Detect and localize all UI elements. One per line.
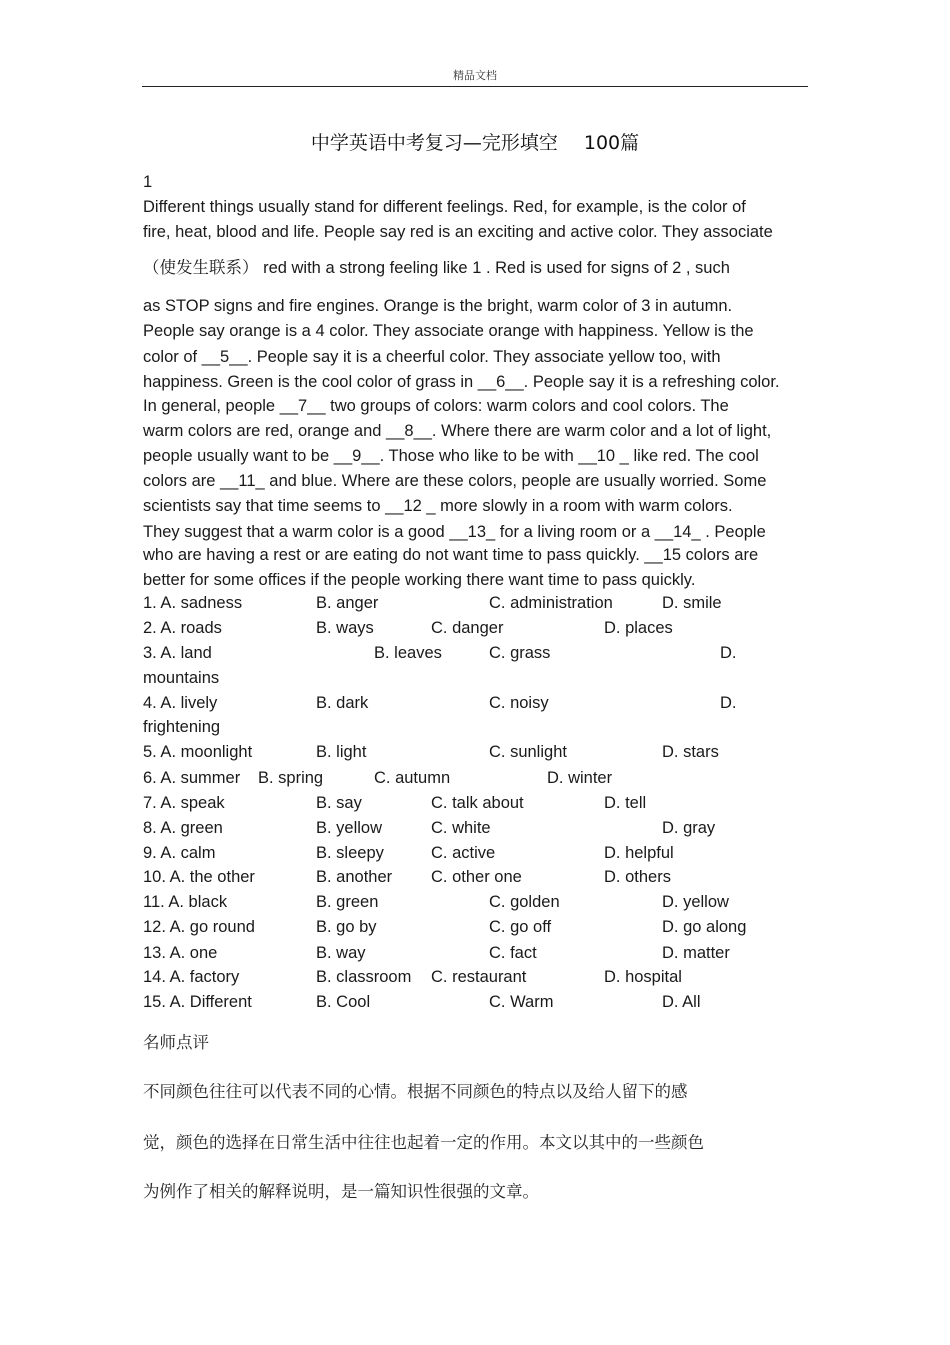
passage-line: colors are __11_ and blue. Where are these colors, people are usually worried. Some [143,472,767,490]
passage-line: They suggest that a warm color is a good __13_ for a living room or a __14_ . People [143,523,766,541]
header-divider [142,86,808,87]
passage-line: （使发生联系） red with a strong feeling like 1 . Red is used for signs of 2 , such [143,259,730,277]
option-item: D. tell [604,794,647,812]
option-item: C. administration [489,594,613,612]
passage-line: People say orange is a 4 color. They associate orange with happiness. Yellow is the [143,322,754,340]
option-item: mountains [143,669,220,687]
option-item: B. spring [258,769,324,787]
option-item: 10. A. the other [143,868,255,886]
option-item: 11. A. black [143,893,228,911]
option-item: C. go off [489,918,552,936]
option-item: C. golden [489,893,560,911]
option-item: 8. A. green [143,819,223,837]
title-text: 中学英语中考复习—完形填空 [310,132,558,154]
option-item: D. go along [662,918,747,936]
option-item: C. autumn [374,769,451,787]
option-item: B. Cool [316,993,371,1011]
option-item: B. classroom [316,968,412,986]
option-item: D. winter [547,769,613,787]
option-item: 12. A. go round [143,918,255,936]
title-count: 100篇 [583,132,640,154]
commentary-line: 不同颜色往往可以代表不同的心情。根据不同颜色的特点以及给人留下的感 [143,1082,688,1101]
option-item: D. smile [662,594,722,612]
option-item: C. fact [489,944,537,962]
option-item: C. restaurant [431,968,527,986]
option-item: B. light [316,743,367,761]
option-item: D. helpful [604,844,674,862]
page-header: 精品文档 [453,70,497,82]
option-item: C. Warm [489,993,554,1011]
passage-line: who are having a rest or are eating do not want time to pass quickly. __15 colors are [143,546,759,564]
option-item: 4. A. lively [143,694,218,712]
option-item: 9. A. calm [143,844,216,862]
option-item: 6. A. summer [143,769,241,787]
option-item: D. others [604,868,671,886]
option-item: B. green [316,893,379,911]
document-title [0,128,950,155]
option-item: B. way [316,944,366,962]
option-item: 14. A. factory [143,968,240,986]
option-item: 5. A. moonlight [143,743,253,761]
option-item: D. [720,644,737,662]
passage-line: In general, people __7__ two groups of colors: warm colors and cool colors. The [143,397,729,415]
passage-line: fire, heat, blood and life. People say red is an exciting and active color. They associate [143,223,773,241]
option-item: D. places [604,619,673,637]
option-item: D. All [662,993,701,1011]
passage-line: people usually want to be __9__. Those who like to be with __10 _ like red. The cool [143,447,759,465]
option-item: 13. A. one [143,944,218,962]
passage-line: color of __5__. People say it is a cheerful color. They associate yellow too, with [143,348,721,366]
option-item: B. another [316,868,393,886]
option-item: C. danger [431,619,504,637]
option-item: B. leaves [374,644,442,662]
passage-line: better for some offices if the people working there want time to pass quickly. [143,571,696,589]
option-item: B. ways [316,619,374,637]
option-item: C. white [431,819,491,837]
passage-line: Different things usually stand for different feelings. Red, for example, is the color of [143,198,746,216]
option-item: B. yellow [316,819,383,837]
option-item: 7. A. speak [143,794,225,812]
option-item: B. sleepy [316,844,384,862]
commentary-heading: 名师点评 [143,1033,209,1052]
option-item: B. go by [316,918,377,936]
option-item: D. stars [662,743,719,761]
option-item: D. [720,694,737,712]
passage-line: scientists say that time seems to __12 _ more slowly in a room with warm colors. [143,497,733,515]
option-item: C. active [431,844,496,862]
commentary-line: 为例作了相关的解释说明，是一篇知识性很强的文章。 [143,1182,539,1201]
option-item: 15. A. Different [143,993,252,1011]
option-item: C. noisy [489,694,549,712]
passage-line: as STOP signs and fire engines. Orange is the bright, warm color of 3 in autumn. [143,297,733,315]
option-item: B. dark [316,694,369,712]
option-item: 1. A. sadness [143,594,243,612]
option-item: D. yellow [662,893,729,911]
option-item: C. talk about [431,794,524,812]
option-item: frightening [143,718,221,736]
option-item: D. hospital [604,968,682,986]
passage-number: 1 [143,173,153,191]
passage-line: warm colors are red, orange and __8__. Where there are warm color and a lot of light, [143,422,772,440]
option-item: D. gray [662,819,716,837]
option-item: B. anger [316,594,379,612]
option-item: 2. A. roads [143,619,222,637]
option-item: C. other one [431,868,522,886]
passage-line: happiness. Green is the cool color of grass in __6__. People say it is a refreshing color. [143,373,780,391]
option-item: B. say [316,794,362,812]
option-item: C. grass [489,644,551,662]
option-item: 3. A. land [143,644,212,662]
option-item: C. sunlight [489,743,567,761]
commentary-line: 觉，颜色的选择在日常生活中往往也起着一定的作用。本文以其中的一些颜色 [143,1133,704,1152]
option-item: D. matter [662,944,730,962]
